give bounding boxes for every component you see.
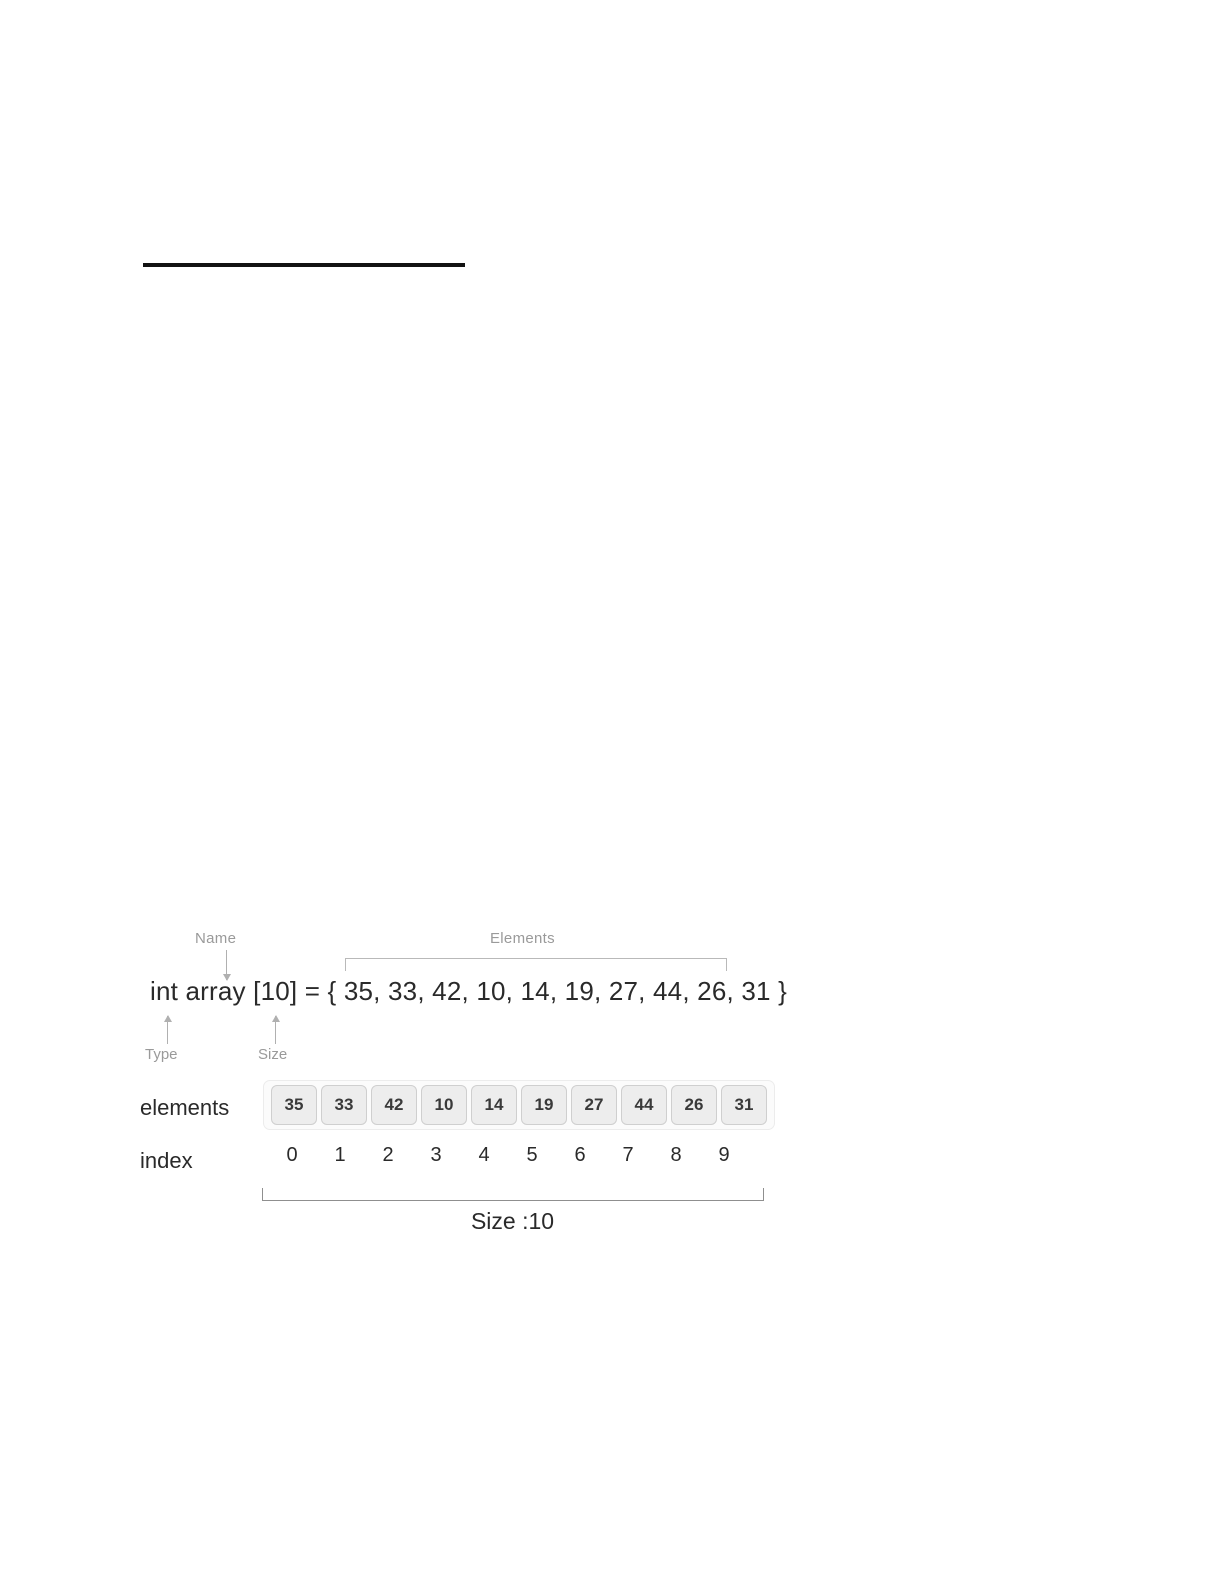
- array-cells-container: [263, 1080, 775, 1130]
- horizontal-rule: [143, 263, 465, 267]
- array-cell: 31: [721, 1085, 767, 1125]
- type-annotation-label: Type: [145, 1046, 178, 1063]
- array-cell: 10: [421, 1085, 467, 1125]
- elements-row-label: elements: [140, 1095, 230, 1120]
- index-row-label: index: [140, 1148, 193, 1173]
- array-index: 3: [430, 1144, 442, 1166]
- array-cell: 33: [321, 1085, 367, 1125]
- elements-annotation-label: Elements: [490, 930, 555, 947]
- array-cell: 26: [671, 1085, 717, 1125]
- array-index: 0: [286, 1144, 298, 1166]
- array-index: 8: [670, 1144, 682, 1166]
- array-cell: 35: [271, 1085, 317, 1125]
- size-annotation-label: Size: [258, 1046, 288, 1063]
- array-cell: 14: [471, 1085, 517, 1125]
- array-index: 1: [334, 1144, 346, 1166]
- type-arrow-icon: [167, 1016, 168, 1044]
- array-cell: 42: [371, 1085, 417, 1125]
- array-declaration-code: int array [10] = { 35, 33, 42, 10, 14, 19, 27, 44, 26, 31 }: [150, 976, 787, 1006]
- array-cell: 44: [621, 1085, 667, 1125]
- array-diagram: [140, 920, 800, 1240]
- array-index: 2: [382, 1144, 394, 1166]
- array-index: 9: [718, 1144, 730, 1166]
- array-index: 5: [526, 1144, 538, 1166]
- elements-bracket-icon: [345, 958, 727, 971]
- array-cell: 27: [571, 1085, 617, 1125]
- array-index: 7: [622, 1144, 634, 1166]
- array-index: 4: [478, 1144, 490, 1166]
- array-index: 6: [574, 1144, 586, 1166]
- array-indices-container: [268, 1144, 748, 1167]
- size-arrow-icon: [275, 1016, 276, 1044]
- size-bracket-icon: [262, 1188, 764, 1201]
- size-total-label: Size :10: [470, 1208, 555, 1234]
- array-cell: 19: [521, 1085, 567, 1125]
- name-annotation-label: Name: [195, 930, 237, 947]
